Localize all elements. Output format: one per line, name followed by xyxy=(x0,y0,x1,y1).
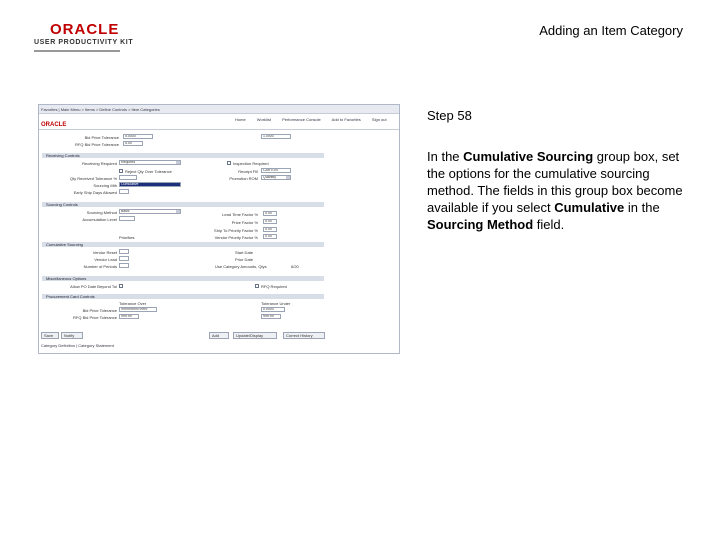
screenshot-oracle-logo: ORACLE xyxy=(41,122,67,128)
logo-oracle-text: ORACLE xyxy=(50,21,120,38)
add-button[interactable]: Add xyxy=(209,332,229,339)
promotion-rom-select[interactable]: Quantity xyxy=(261,175,291,180)
logo-underline xyxy=(34,50,120,52)
use-category-label: Use Category Amounts, Qtys xyxy=(215,264,267,269)
priorities-link[interactable]: Priorities xyxy=(119,235,135,240)
receipt-fill-label: Receipt Fill xyxy=(238,169,258,174)
screenshot-rule xyxy=(39,129,399,130)
promotion-rom-label: Promotion ROM xyxy=(229,176,258,181)
screenshot-footer-links[interactable]: Category Definition | Category Statement xyxy=(41,343,114,348)
rfq-bid-input[interactable]: 5.00 xyxy=(123,141,143,146)
lead-time-input[interactable]: 0.00 xyxy=(263,211,277,216)
logo-sub-text: USER PRODUCTIVITY KIT xyxy=(34,39,134,46)
update-display-button[interactable]: Update/Display xyxy=(233,332,277,339)
number-of-periods-input[interactable] xyxy=(119,263,129,268)
bid-price2-input-right[interactable]: 0.0000 xyxy=(261,307,285,312)
accumulation-level-input[interactable] xyxy=(119,216,135,221)
prior-date-label: Prior Date xyxy=(235,257,254,262)
price-factor-input[interactable]: 0.00 xyxy=(263,219,277,224)
price-factor-label: Price Factor % xyxy=(231,220,258,225)
vendor-lead-input[interactable] xyxy=(119,256,129,261)
bid-price2-label: Bid Price Tolerance xyxy=(82,308,117,313)
early-ship-input[interactable] xyxy=(119,189,129,194)
reject-qty-label: Reject Qty Over Tolerance xyxy=(125,169,172,174)
nav-signout[interactable]: Sign out xyxy=(371,117,387,122)
use-category-value: 6/20 xyxy=(291,264,299,269)
step-desc-bold-cumulative-sourcing: Cumulative Sourcing xyxy=(463,149,594,164)
tolerance-under-label: Tolerance Under xyxy=(261,301,291,306)
bid-tolerance-label: Bid Price Tolerance xyxy=(84,135,119,140)
step-desc-bold-sourcing-method: Sourcing Method xyxy=(427,217,534,232)
inspection-required-label: Inspection Required xyxy=(233,161,269,166)
rfq-bid2-label: RFQ Bid Price Tolerance xyxy=(73,315,117,320)
step-description xyxy=(427,148,691,233)
rfq-bid2-input[interactable]: 999.99 xyxy=(119,314,139,319)
receiving-required-label: Receiving Required xyxy=(82,161,117,166)
accumulation-level-label: Accumulation Level xyxy=(82,217,117,222)
ship-to-priority-input[interactable]: 0.00 xyxy=(263,227,277,232)
allow-po-label: Allow PO Date Beyond Tol xyxy=(70,284,117,289)
allow-po-checkbox[interactable] xyxy=(119,284,123,288)
nav-home[interactable]: Home xyxy=(235,117,246,122)
step-desc-part-3: in the xyxy=(624,200,660,215)
vendor-priority-input[interactable]: 0.00 xyxy=(263,234,277,239)
page-title: Adding an Item Category xyxy=(539,23,683,38)
screenshot-nav xyxy=(235,117,397,122)
sourcing-mth-select[interactable]: Cumulative xyxy=(119,182,181,187)
ship-to-priority-label: Ship To Priority Factor % xyxy=(214,228,258,233)
vendor-reset-input[interactable] xyxy=(119,249,129,254)
cumulative-sourcing-section[interactable]: Cumulative Sourcing xyxy=(42,242,324,247)
start-date-label: Start Date xyxy=(235,250,254,255)
breadcrumb[interactable]: Favorites | Main Menu > Items > Define Controls > Item Categories xyxy=(41,107,160,112)
receipt-fill-input[interactable]: CARTON xyxy=(261,168,291,173)
screenshot-topbar xyxy=(39,105,399,114)
bid-price2-input[interactable]: 999999999.9999 xyxy=(119,307,157,312)
notify-button[interactable]: Notify xyxy=(61,332,83,339)
rfq-bid2-input-right[interactable]: 999.99 xyxy=(261,314,281,319)
nav-favorites[interactable]: Add to Favorites xyxy=(331,117,361,122)
procurement-section[interactable]: Procurement Card Controls xyxy=(42,294,324,299)
save-button[interactable]: Save xyxy=(41,332,59,339)
early-ship-label: Early Ship Days Allowed xyxy=(73,190,117,195)
rfq-required-label: RFQ Required xyxy=(261,284,287,289)
application-screenshot xyxy=(38,104,400,354)
qty-tolerance-label: Qty Received Tolerance % xyxy=(69,176,117,181)
tolerance-over-label: Tolerance Over xyxy=(119,301,147,306)
nav-performance[interactable]: Performance Console xyxy=(282,117,321,122)
reject-qty-checkbox[interactable] xyxy=(119,169,123,173)
receiving-required-select[interactable]: Required xyxy=(119,160,181,165)
step-desc-part-2: group box, set the options for the cumulative sourcing method. The fields in this group box become available if you select xyxy=(427,149,683,215)
nav-worklist[interactable]: Worklist xyxy=(256,117,271,122)
qty-tolerance-input[interactable] xyxy=(119,175,137,180)
sourcing-method-label: Sourcing Method xyxy=(86,210,117,215)
receiving-controls-section[interactable]: Receiving Controls xyxy=(42,153,324,158)
vendor-reset-label: Vendor Reset xyxy=(92,250,117,255)
step-desc-part-1: In the xyxy=(427,149,464,164)
number-of-periods-label: Number of Periods xyxy=(83,264,117,269)
step-desc-part-4: field. xyxy=(533,217,565,232)
step-title: Step 58 xyxy=(427,108,472,123)
rfq-bid-label: RFQ Bid Price Tolerance xyxy=(75,142,119,147)
correct-history-button[interactable]: Correct History xyxy=(283,332,325,339)
rfq-required-checkbox[interactable] xyxy=(255,284,259,288)
sourcing-mth-label: Sourcing Mth xyxy=(93,183,117,188)
bid-tolerance-input-right[interactable]: 1.0000 xyxy=(261,134,291,139)
vendor-lead-label: Vendor Lead xyxy=(94,257,117,262)
sourcing-method-select[interactable]: Basic xyxy=(119,209,181,214)
inspection-required-checkbox[interactable] xyxy=(227,161,231,165)
misc-options-section[interactable]: Miscellaneous Options xyxy=(42,276,324,281)
lead-time-label: Lead Time Factor % xyxy=(222,212,258,217)
bid-tolerance-input[interactable]: 5.0000 xyxy=(123,134,153,139)
step-desc-bold-cumulative: Cumulative xyxy=(554,200,625,215)
vendor-priority-label: Vendor Priority Factor % xyxy=(214,235,258,240)
oracle-upk-logo xyxy=(34,22,133,46)
sourcing-controls-section[interactable]: Sourcing Controls xyxy=(42,202,324,207)
